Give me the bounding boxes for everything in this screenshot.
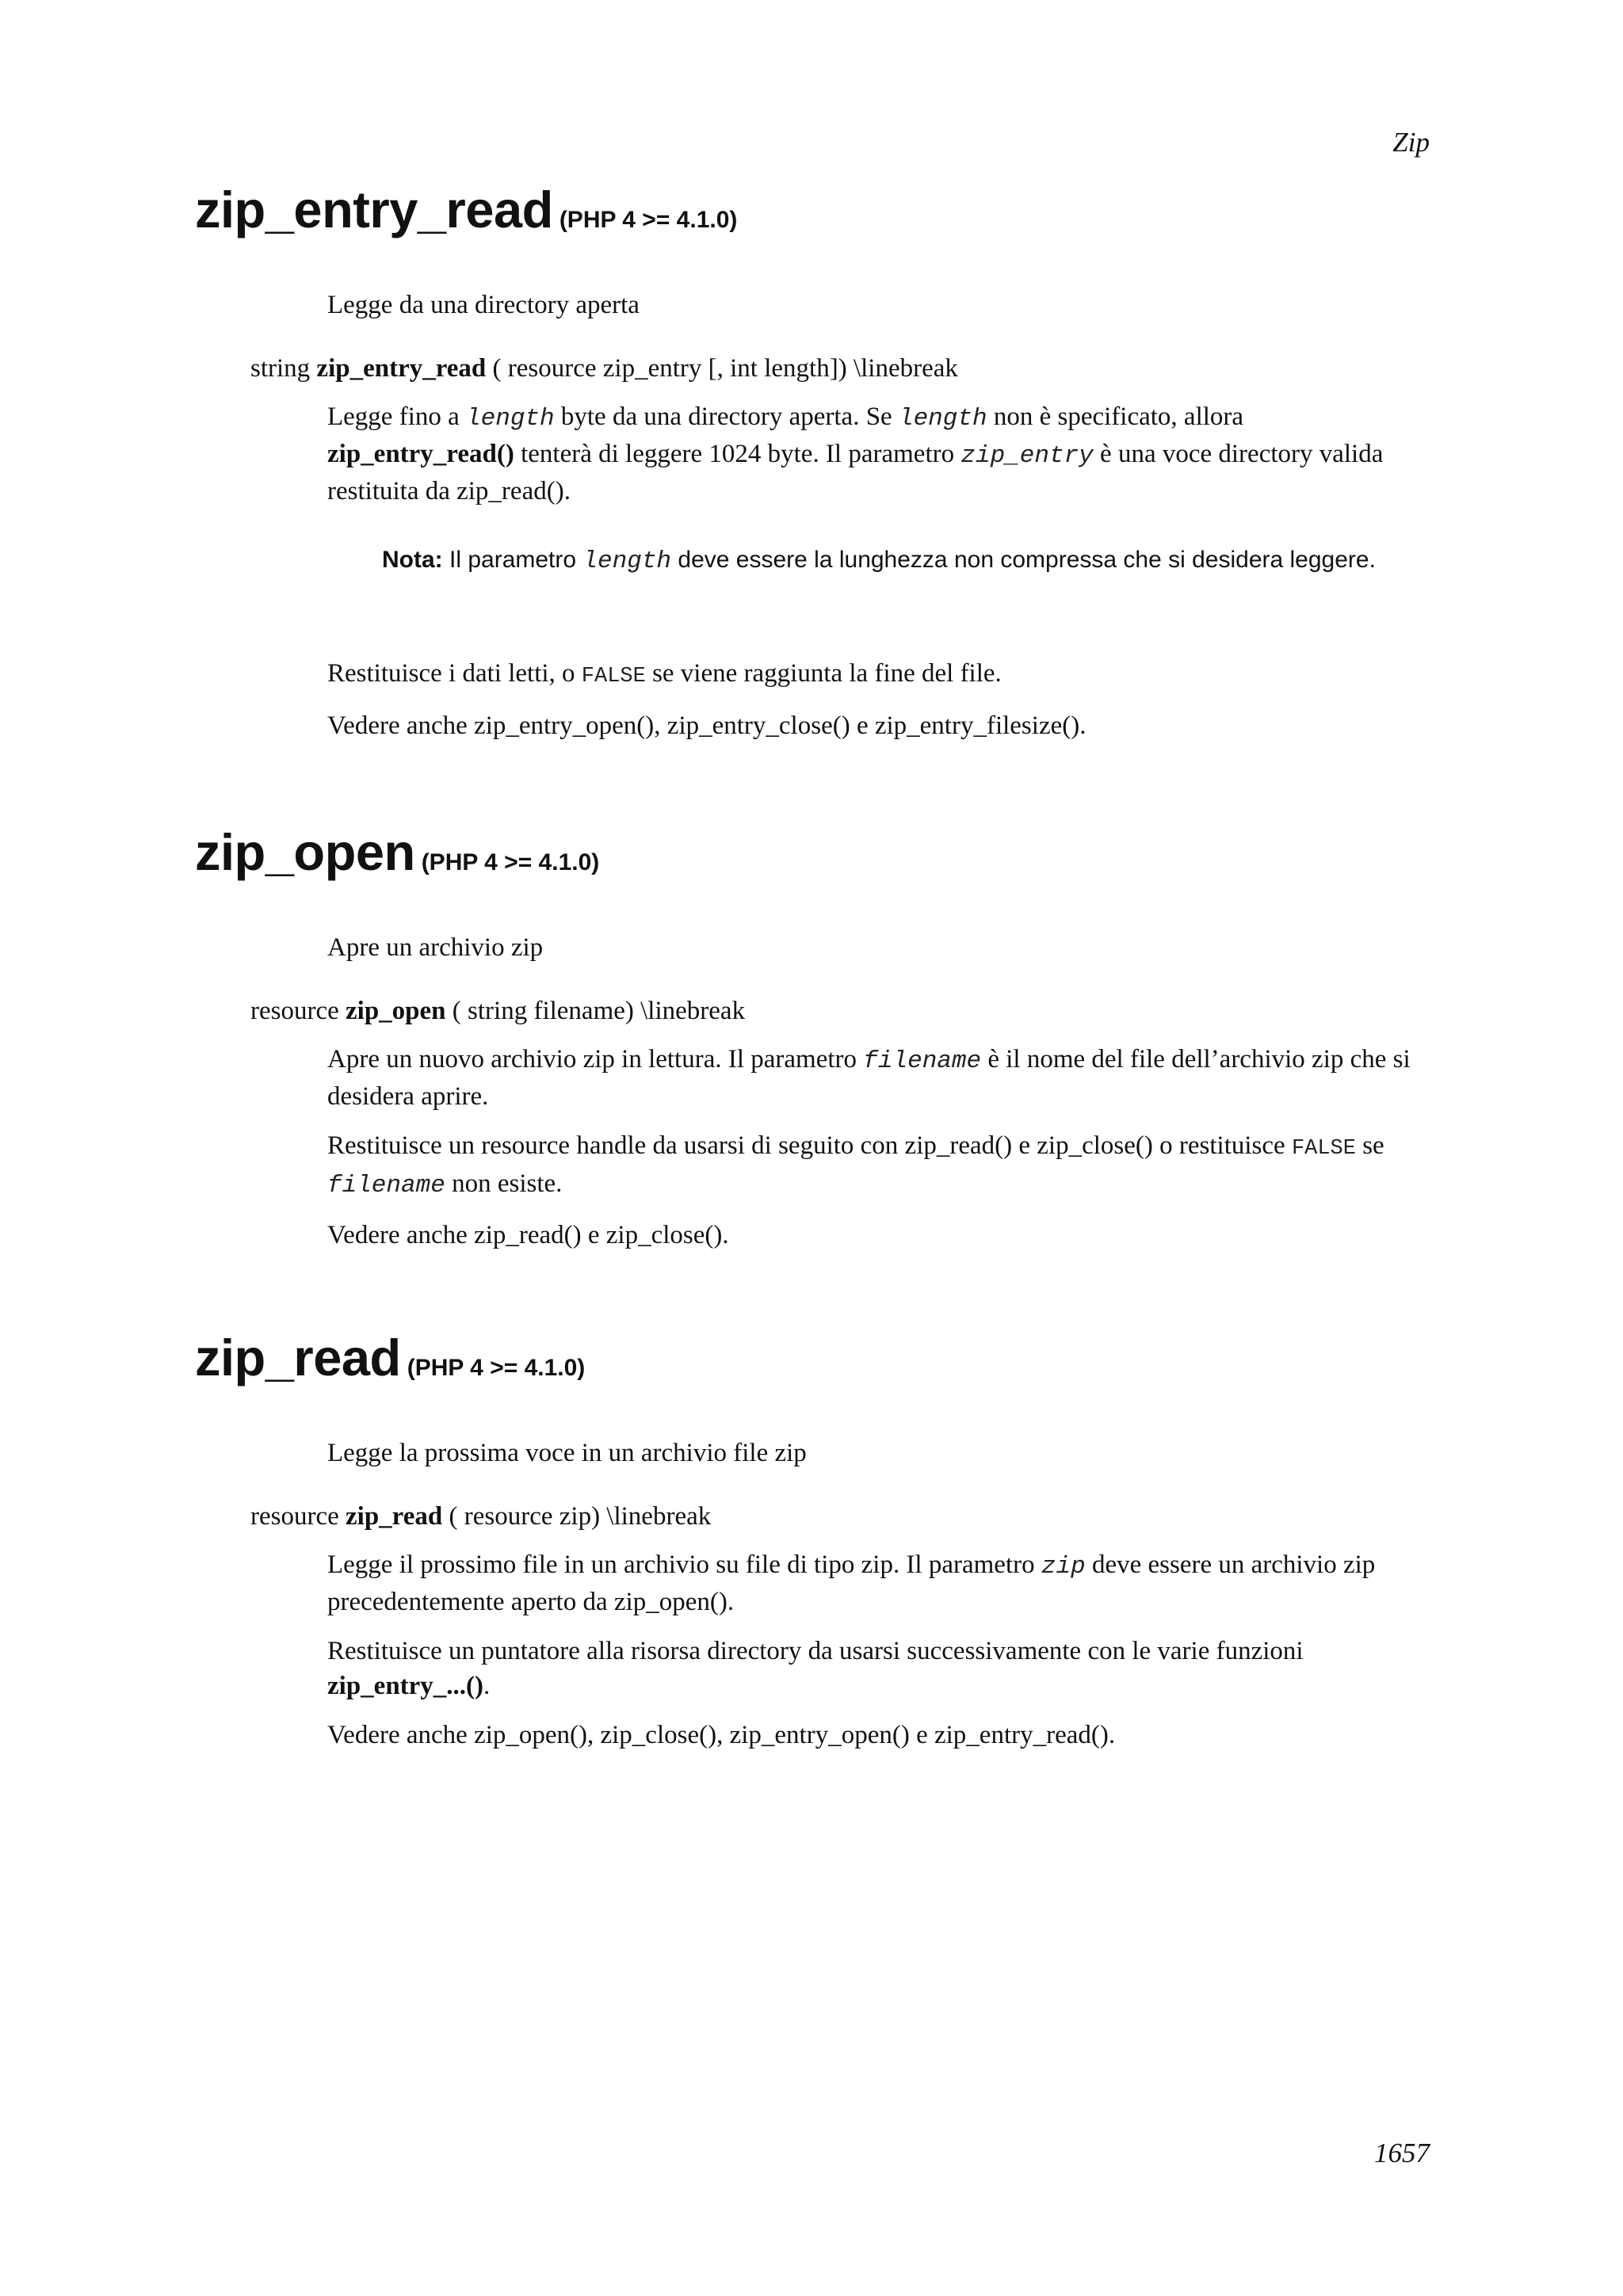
synopsis-return-type: resource [250, 997, 339, 1025]
description-paragraph: Apre un nuovo archivio zip in lettura. Il parametro filename è il nome del file dell’archivio zip che si desidera aprire. [327, 1045, 1411, 1111]
param-ref: zip [1041, 1553, 1086, 1581]
function-purpose: Legge la prossima voce in un archivio file zip [327, 1439, 807, 1467]
constant-ref: FALSE [1291, 1137, 1356, 1161]
page-number: 1657 [1374, 2138, 1430, 2168]
param-ref: length [582, 547, 672, 575]
returns-paragraph: Restituisce i dati letti, o FALSE se viene raggiunta la fine del file. [327, 659, 1002, 688]
function-purpose: Apre un archivio zip [327, 933, 544, 962]
function-name: zip_open [195, 823, 415, 881]
description-paragraph: Restituisce un puntatore alla risorsa directory da usarsi successivamente con le varie funzioni zip_entry_...(). [327, 1637, 1304, 1700]
param-ref: zip_entry [960, 442, 1094, 470]
function-version: (PHP 4 >= 4.1.0) [421, 849, 600, 875]
synopsis-params: ( resource zip_entry [, int length]) \linebreak [492, 354, 958, 383]
function-ref: zip_entry_read() [327, 440, 514, 468]
param-ref: filename [327, 1172, 445, 1199]
function-heading [195, 181, 1431, 238]
see-also: Vedere anche zip_read() e zip_close(). [327, 1221, 729, 1249]
see-also: Vedere anche zip_open(), zip_close(), zip_entry_open() e zip_entry_read(). [327, 1721, 1116, 1749]
note-label: Nota: [382, 547, 443, 573]
section-zip-entry-read [195, 181, 1431, 740]
function-purpose: Legge da una directory aperta [327, 291, 640, 319]
function-synopsis [250, 354, 958, 383]
synopsis-return-type: string [250, 354, 311, 383]
description-paragraph: Legge il prossimo file in un archivio su file di tipo zip. Il parametro zip deve essere un archivio zip precedentemente aperto da zip_open(). [327, 1550, 1376, 1616]
function-name: zip_entry_read [195, 181, 553, 238]
function-heading [195, 1329, 1431, 1386]
section-zip-read [195, 1329, 1431, 1749]
see-also: Vedere anche zip_entry_open(), zip_entry_close() e zip_entry_filesize(). [327, 711, 1086, 740]
synopsis-function: zip_open [346, 997, 446, 1025]
function-ref: zip_entry_...() [327, 1672, 484, 1700]
function-description [327, 399, 1437, 523]
param-ref: length [466, 405, 555, 433]
function-description [327, 1042, 1437, 1267]
function-description [327, 1547, 1437, 1767]
function-returns [327, 656, 1437, 757]
function-synopsis [250, 1502, 711, 1531]
function-name: zip_read [195, 1329, 401, 1386]
function-synopsis [250, 997, 745, 1026]
description-paragraph: Legge fino a length byte da una directory aperta. Se length non è specificato, allora zip_entry_read() tenterà di leggere 1024 byte. Il parametro zip_entry è una voce directory valida restituita da zip_read(). [327, 402, 1384, 505]
synopsis-params: ( resource zip) \linebreak [449, 1502, 712, 1531]
description-paragraph: Restituisce un resource handle da usarsi di seguito con zip_read() e zip_close() o restituisce FALSE se filename non esiste. [327, 1131, 1384, 1199]
synopsis-function: zip_entry_read [316, 354, 487, 383]
synopsis-return-type: resource [250, 1502, 339, 1531]
param-ref: filename [863, 1047, 982, 1075]
constant-ref: FALSE [581, 665, 646, 688]
function-heading [195, 823, 1431, 881]
synopsis-params: ( string filename) \linebreak [452, 997, 746, 1025]
running-header: Zip [1392, 127, 1430, 158]
function-version: (PHP 4 >= 4.1.0) [407, 1355, 586, 1381]
section-zip-open [195, 823, 1431, 1249]
function-version: (PHP 4 >= 4.1.0) [559, 207, 738, 233]
note-box: Nota: Il parametro length deve essere la lunghezza non compressa che si desidera leggere. [382, 547, 1376, 575]
synopsis-function: zip_read [346, 1502, 443, 1531]
param-ref: length [898, 405, 987, 433]
